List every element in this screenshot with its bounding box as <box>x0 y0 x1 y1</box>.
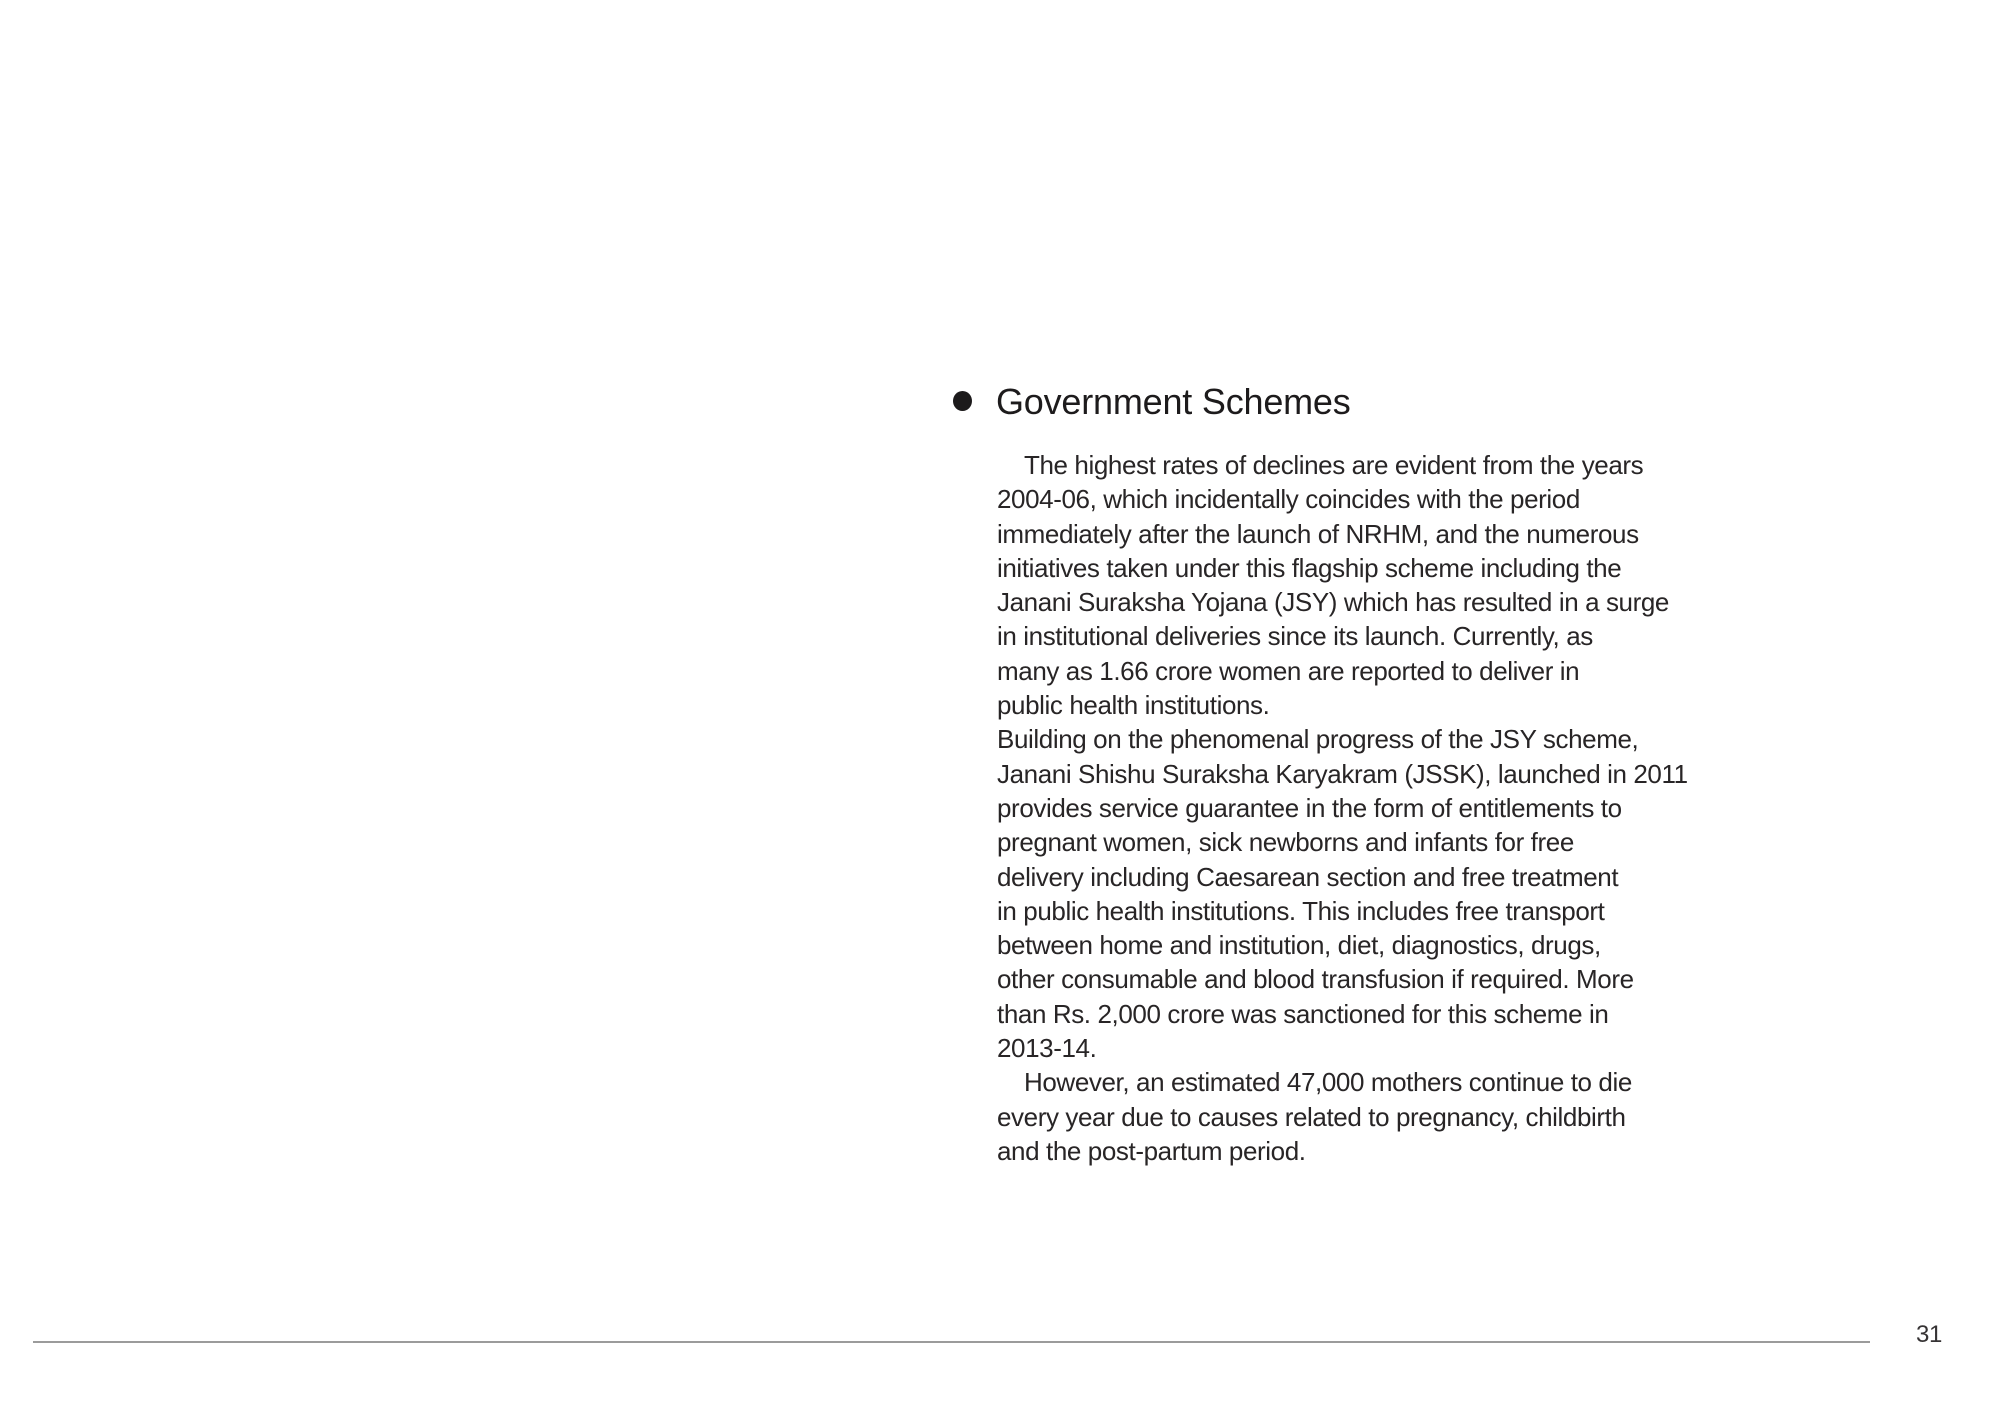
body-text-line: immediately after the launch of NRHM, and the numerous <box>997 518 1639 549</box>
body-text-line: However, an estimated 47,000 mothers continue to die <box>1024 1067 1632 1098</box>
body-text-line: and the post-partum period. <box>997 1135 1306 1166</box>
footer-divider <box>33 1341 1870 1343</box>
body-text-line: Janani Shishu Suraksha Karyakram (JSSK), launched in 2011 <box>997 758 1688 789</box>
body-text-line: public health institutions. <box>997 690 1270 721</box>
body-text-line: The highest rates of declines are evident from the years <box>1024 450 1644 480</box>
body-text-line: delivery including Caesarean section and free treatment <box>997 861 1619 892</box>
section-title: Government Schemes <box>996 381 1351 422</box>
bullet-icon <box>953 391 972 411</box>
body-text-line: provides service guarantee in the form of entitlements to <box>997 792 1622 823</box>
body-text-line: 2013-14. <box>997 1033 1097 1064</box>
body-text-line: Janani Suraksha Yojana (JSY) which has resulted in a surge <box>997 587 1669 618</box>
body-text-line: pregnant women, sick newborns and infants for free <box>997 827 1574 858</box>
body-text-line: many as 1.66 crore women are reported to deliver in <box>997 655 1580 686</box>
body-text-line: Building on the phenomenal progress of the JSY scheme, <box>997 724 1639 755</box>
body-text-line: between home and institution, diet, diagnostics, drugs, <box>997 930 1601 961</box>
body-text-line: in institutional deliveries since its launch. Currently, as <box>997 621 1593 652</box>
section-heading <box>953 383 1351 421</box>
body-text-line: in public health institutions. This includes free transport <box>997 895 1605 926</box>
body-text-line: 2004-06, which incidentally coincides with the period <box>997 484 1580 515</box>
body-paragraphs <box>997 448 1757 1168</box>
body-text-line: than Rs. 2,000 crore was sanctioned for this scheme in <box>997 998 1609 1029</box>
body-text-line: every year due to causes related to pregnancy, childbirth <box>997 1101 1626 1132</box>
page-number: 31 <box>1915 1321 1943 1348</box>
body-text-line: other consumable and blood transfusion if required. More <box>997 964 1634 995</box>
body-text-line: initiatives taken under this flagship scheme including the <box>997 552 1622 583</box>
